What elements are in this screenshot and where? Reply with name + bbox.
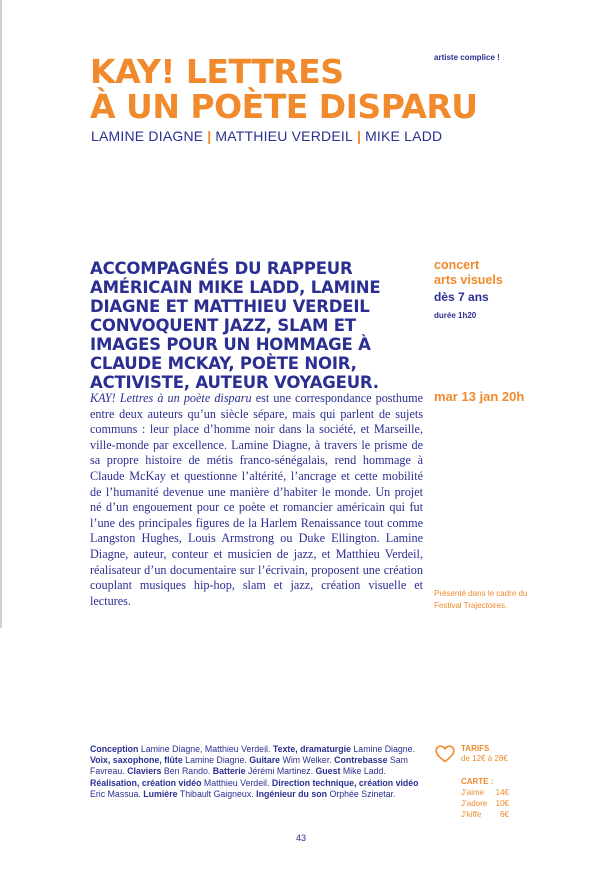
artist-badge: artiste complice ! — [434, 53, 500, 62]
page-title — [90, 54, 478, 124]
heart-icon — [435, 745, 455, 763]
credit-role: Batterie — [212, 766, 246, 777]
lead-paragraph: ACCOMPAGNÉS DU RAPPEUR AMÉRICAIN MIKE LADD, LAMINE DIAGNE ET MATTHIEU VERDEIL CONVOQUENT JAZZ, SLAM ET IMAGES POUR UN HOMMAGE À CLAUDE MCKAY, POÈTE NOIR, ACTIVISTE, AUTEUR VOYAGEUR. — [90, 259, 381, 392]
artist-list — [91, 128, 442, 144]
credit-names: Mike Ladd. — [342, 766, 386, 777]
artist-name: MIKE LADD — [365, 128, 443, 144]
credit-role: Conception — [90, 744, 139, 754]
credit-role: Guitare — [249, 755, 281, 766]
carte-row — [461, 788, 509, 797]
duration: durée 1h20 — [434, 311, 477, 320]
carte-price: 10€ — [495, 799, 509, 808]
tarifs-range: de 12€ à 28€ — [461, 754, 508, 763]
credits-block — [90, 744, 423, 800]
description-text: est une correspondance posthume entre deux auteurs qu’un siècle sépare, mais qui parlent de sujets communs : leur place d’homme noir dans la société, et Marseille, ville-monde par excellence. Lamine Diagne, à travers le prisme de sa propre histoire de métis franco-sénégalais, rend hommage à Claude McKay et questionne l’altérité, l’ancrage et cette mobilité de l’humanité devenue une manière d’habiter le monde. Un projet né d’un engouement pour ce poète et romancier américain qui fut l’une des principales figures de la Harlem Renaissance tout comme Langston Hughes, Louis Armstrong ou Duke Ellington. Lamine Diagne, auteur, conteur et musicien de jazz, et Matthieu Verdeil, réalisateur d’un documentaire sur l’écrivain, proposent une création couplant musiques hip-hop, slam et jazz, création visuelle et lectures. — [90, 391, 424, 608]
credit-role: Lumière — [143, 788, 178, 799]
credit-names: Lamine Diagne. — [185, 755, 247, 766]
carte-label: CARTE : — [461, 777, 494, 786]
artist-name: LAMINE DIAGNE — [91, 128, 204, 144]
carte-price: 6€ — [500, 810, 509, 819]
carte-row — [461, 810, 509, 819]
page-number: 43 — [296, 833, 307, 843]
credit-role: Réalisation, création vidéo — [90, 777, 202, 788]
description-paragraph — [90, 391, 423, 609]
carte-row — [461, 799, 509, 808]
artist-name: MATTHIEU VERDEIL — [215, 128, 353, 144]
credit-names: Lamine Diagne, Matthieu Verdeil. — [140, 744, 271, 754]
credit-names: Ben Rando. — [163, 766, 211, 777]
credit-role: Texte, dramaturgie — [272, 744, 351, 754]
carte-name: J’kiffe — [461, 810, 482, 819]
credit-names: Eric Massua. — [90, 788, 141, 799]
artist-separator: | — [207, 128, 212, 144]
credit-role: Voix, saxophone, flûte — [90, 755, 183, 766]
credit-role: Guest — [315, 766, 341, 777]
credit-role: Claviers — [127, 766, 162, 777]
credit-role: Ingénieur du son — [256, 788, 327, 799]
show-title-italic: KAY! Lettres à un poète disparu — [90, 391, 252, 405]
age-rating: dès 7 ans — [434, 290, 489, 304]
artist-separator: | — [356, 128, 362, 144]
title-line-1: KAY! LETTRES — [90, 52, 344, 91]
festival-note: Présenté dans le cadre du Festival Trajectoires. — [434, 589, 528, 610]
category-concert: concert — [434, 258, 480, 272]
category-visual-arts: arts visuels — [434, 273, 503, 287]
credit-names: Jérémi Martinez. — [248, 766, 314, 777]
event-date: mar 13 jan 20h — [434, 389, 525, 404]
carte-price: 14€ — [495, 788, 509, 797]
carte-name: J’aime — [461, 788, 485, 797]
credit-role: Direction technique, création vidéo — [271, 777, 419, 788]
credit-names: Wim Welker. — [282, 755, 332, 766]
credit-names: Orphée Szinetar. — [329, 788, 396, 799]
credit-role: Contrebasse — [334, 755, 388, 766]
title-line-2: À UN POÈTE DISPARU — [90, 87, 478, 126]
page-edge-line — [0, 0, 2, 628]
credit-names: Thibault Gaigneux. — [179, 788, 254, 799]
tarifs-label: TARIFS — [461, 744, 490, 753]
credit-names: Sam Favreau. — [90, 755, 409, 777]
carte-name: J’adore — [461, 799, 488, 808]
credit-names: Matthieu Verdeil. — [203, 777, 270, 788]
credit-names: Lamine Diagne. — [353, 744, 416, 754]
